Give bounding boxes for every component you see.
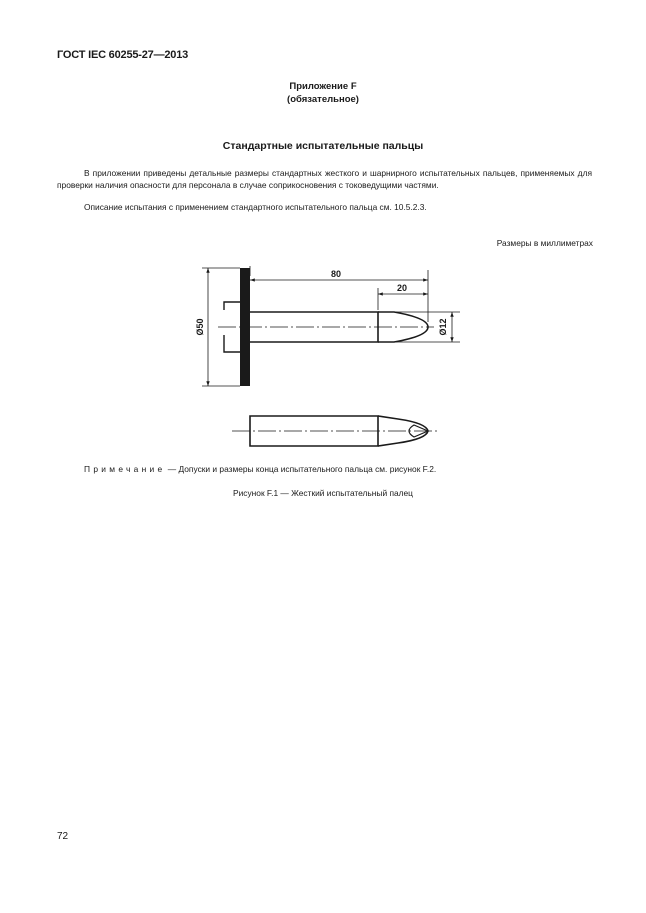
standard-number: ГОСТ IEC 60255-27—2013 bbox=[57, 49, 189, 61]
dim-overall-length: 80 bbox=[330, 269, 342, 279]
page-number: 72 bbox=[57, 831, 69, 842]
dim-tip-diameter: Ø12 bbox=[438, 318, 448, 336]
note-label: Примечание bbox=[84, 464, 166, 474]
finger-side-view bbox=[232, 416, 440, 446]
units-note: Размеры в миллиметрах bbox=[496, 238, 593, 248]
body-paragraph-1: В приложении приведены детальные размеры стандартных жесткого и шарнирного испытательных пальцев, применяемых для проверки наличия опасности для персонала в случае соприкосновения с токоведущими частями. bbox=[57, 168, 592, 190]
dim-guard-diameter: Ø50 bbox=[195, 318, 205, 336]
appendix-title: Приложение F bbox=[289, 81, 357, 92]
figure-note bbox=[84, 464, 436, 474]
dim-tip-length: 20 bbox=[396, 283, 408, 293]
figure-caption: Рисунок F.1 — Жесткий испытательный палец bbox=[233, 488, 413, 498]
body-paragraph-2: Описание испытания с применением стандартного испытательного пальца см. 10.5.2.3. bbox=[84, 202, 427, 212]
appendix-status: (обязательное) bbox=[287, 94, 359, 105]
note-text: — Допуски и размеры конца испытательного пальца см. рисунок F.2. bbox=[165, 464, 437, 474]
section-title: Стандартные испытательные пальцы bbox=[222, 140, 424, 152]
